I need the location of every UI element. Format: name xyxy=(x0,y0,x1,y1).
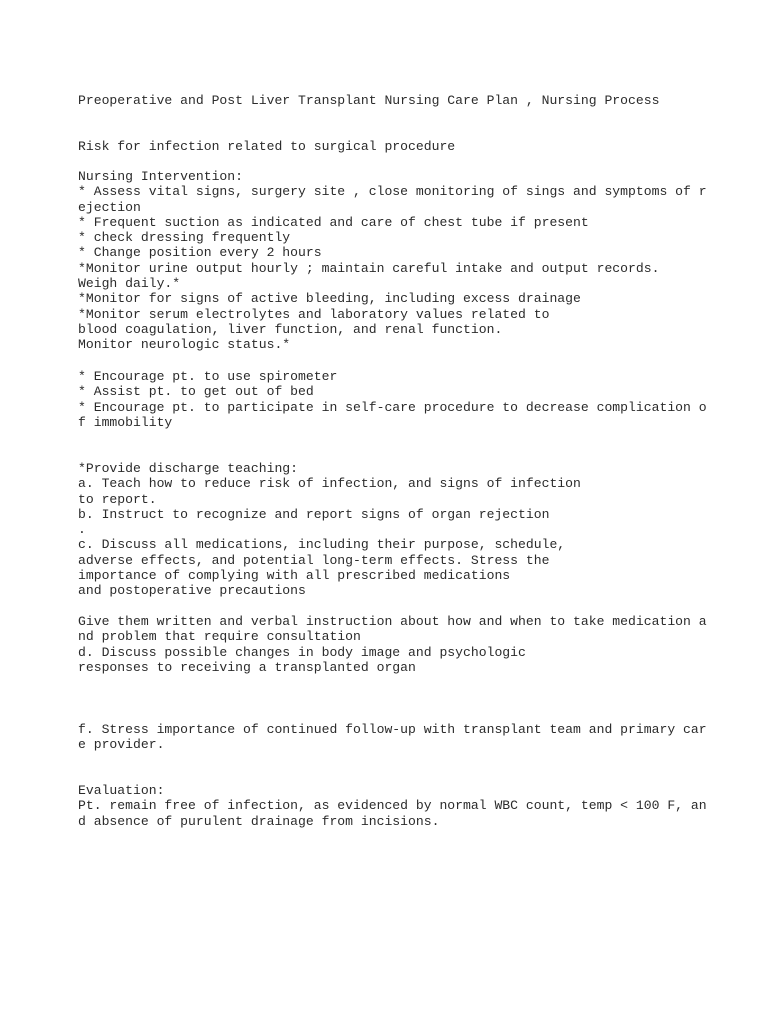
mobility-interventions: * Encourage pt. to use spirometer * Assist pt. to get out of bed * Encourage pt. to participate in self-care procedure to decrease complication o f immobility xyxy=(78,369,707,430)
document-title: Preoperative and Post Liver Transplant Nursing Care Plan , Nursing Process xyxy=(78,93,660,108)
nursing-intervention-section: Nursing Intervention: * Assess vital signs, surgery site , close monitoring of sings and symptoms of r ejection * Frequent suction as indicated and care of chest tube if present * check dressing frequently * Change position every 2 hours *Monitor urine output hourly ; maintain careful intake and output records. Weigh daily.* *Monitor for signs of active bleeding, including excess drainage *Monitor serum electrolytes and laboratory values related to blood coagulation, liver function, and renal function. Monitor neurologic status.* xyxy=(78,169,707,353)
medication-instruction-section: Give them written and verbal instruction about how and when to take medication a nd problem that require consultation d. Discuss possible changes in body image and psychologic responses to receiving a transplanted organ xyxy=(78,614,707,675)
nursing-diagnosis: Risk for infection related to surgical procedure xyxy=(78,139,456,154)
discharge-teaching-section: *Provide discharge teaching: a. Teach how to reduce risk of infection, and signs of infection to report. b. Instruct to recognize and report signs of organ rejection . c. Discuss all medications, including their purpose, schedule, adverse effects, and potential long-term effects. Stress the importance of complying with all prescribed medications and postoperative precautions xyxy=(78,461,581,599)
evaluation-section: Evaluation: Pt. remain free of infection, as evidenced by normal WBC count, temp < 100 F, an d absence of purulent drainage from incisions. xyxy=(78,783,707,829)
follow-up-instruction: f. Stress importance of continued follow-up with transplant team and primary car e provider. xyxy=(78,722,707,753)
